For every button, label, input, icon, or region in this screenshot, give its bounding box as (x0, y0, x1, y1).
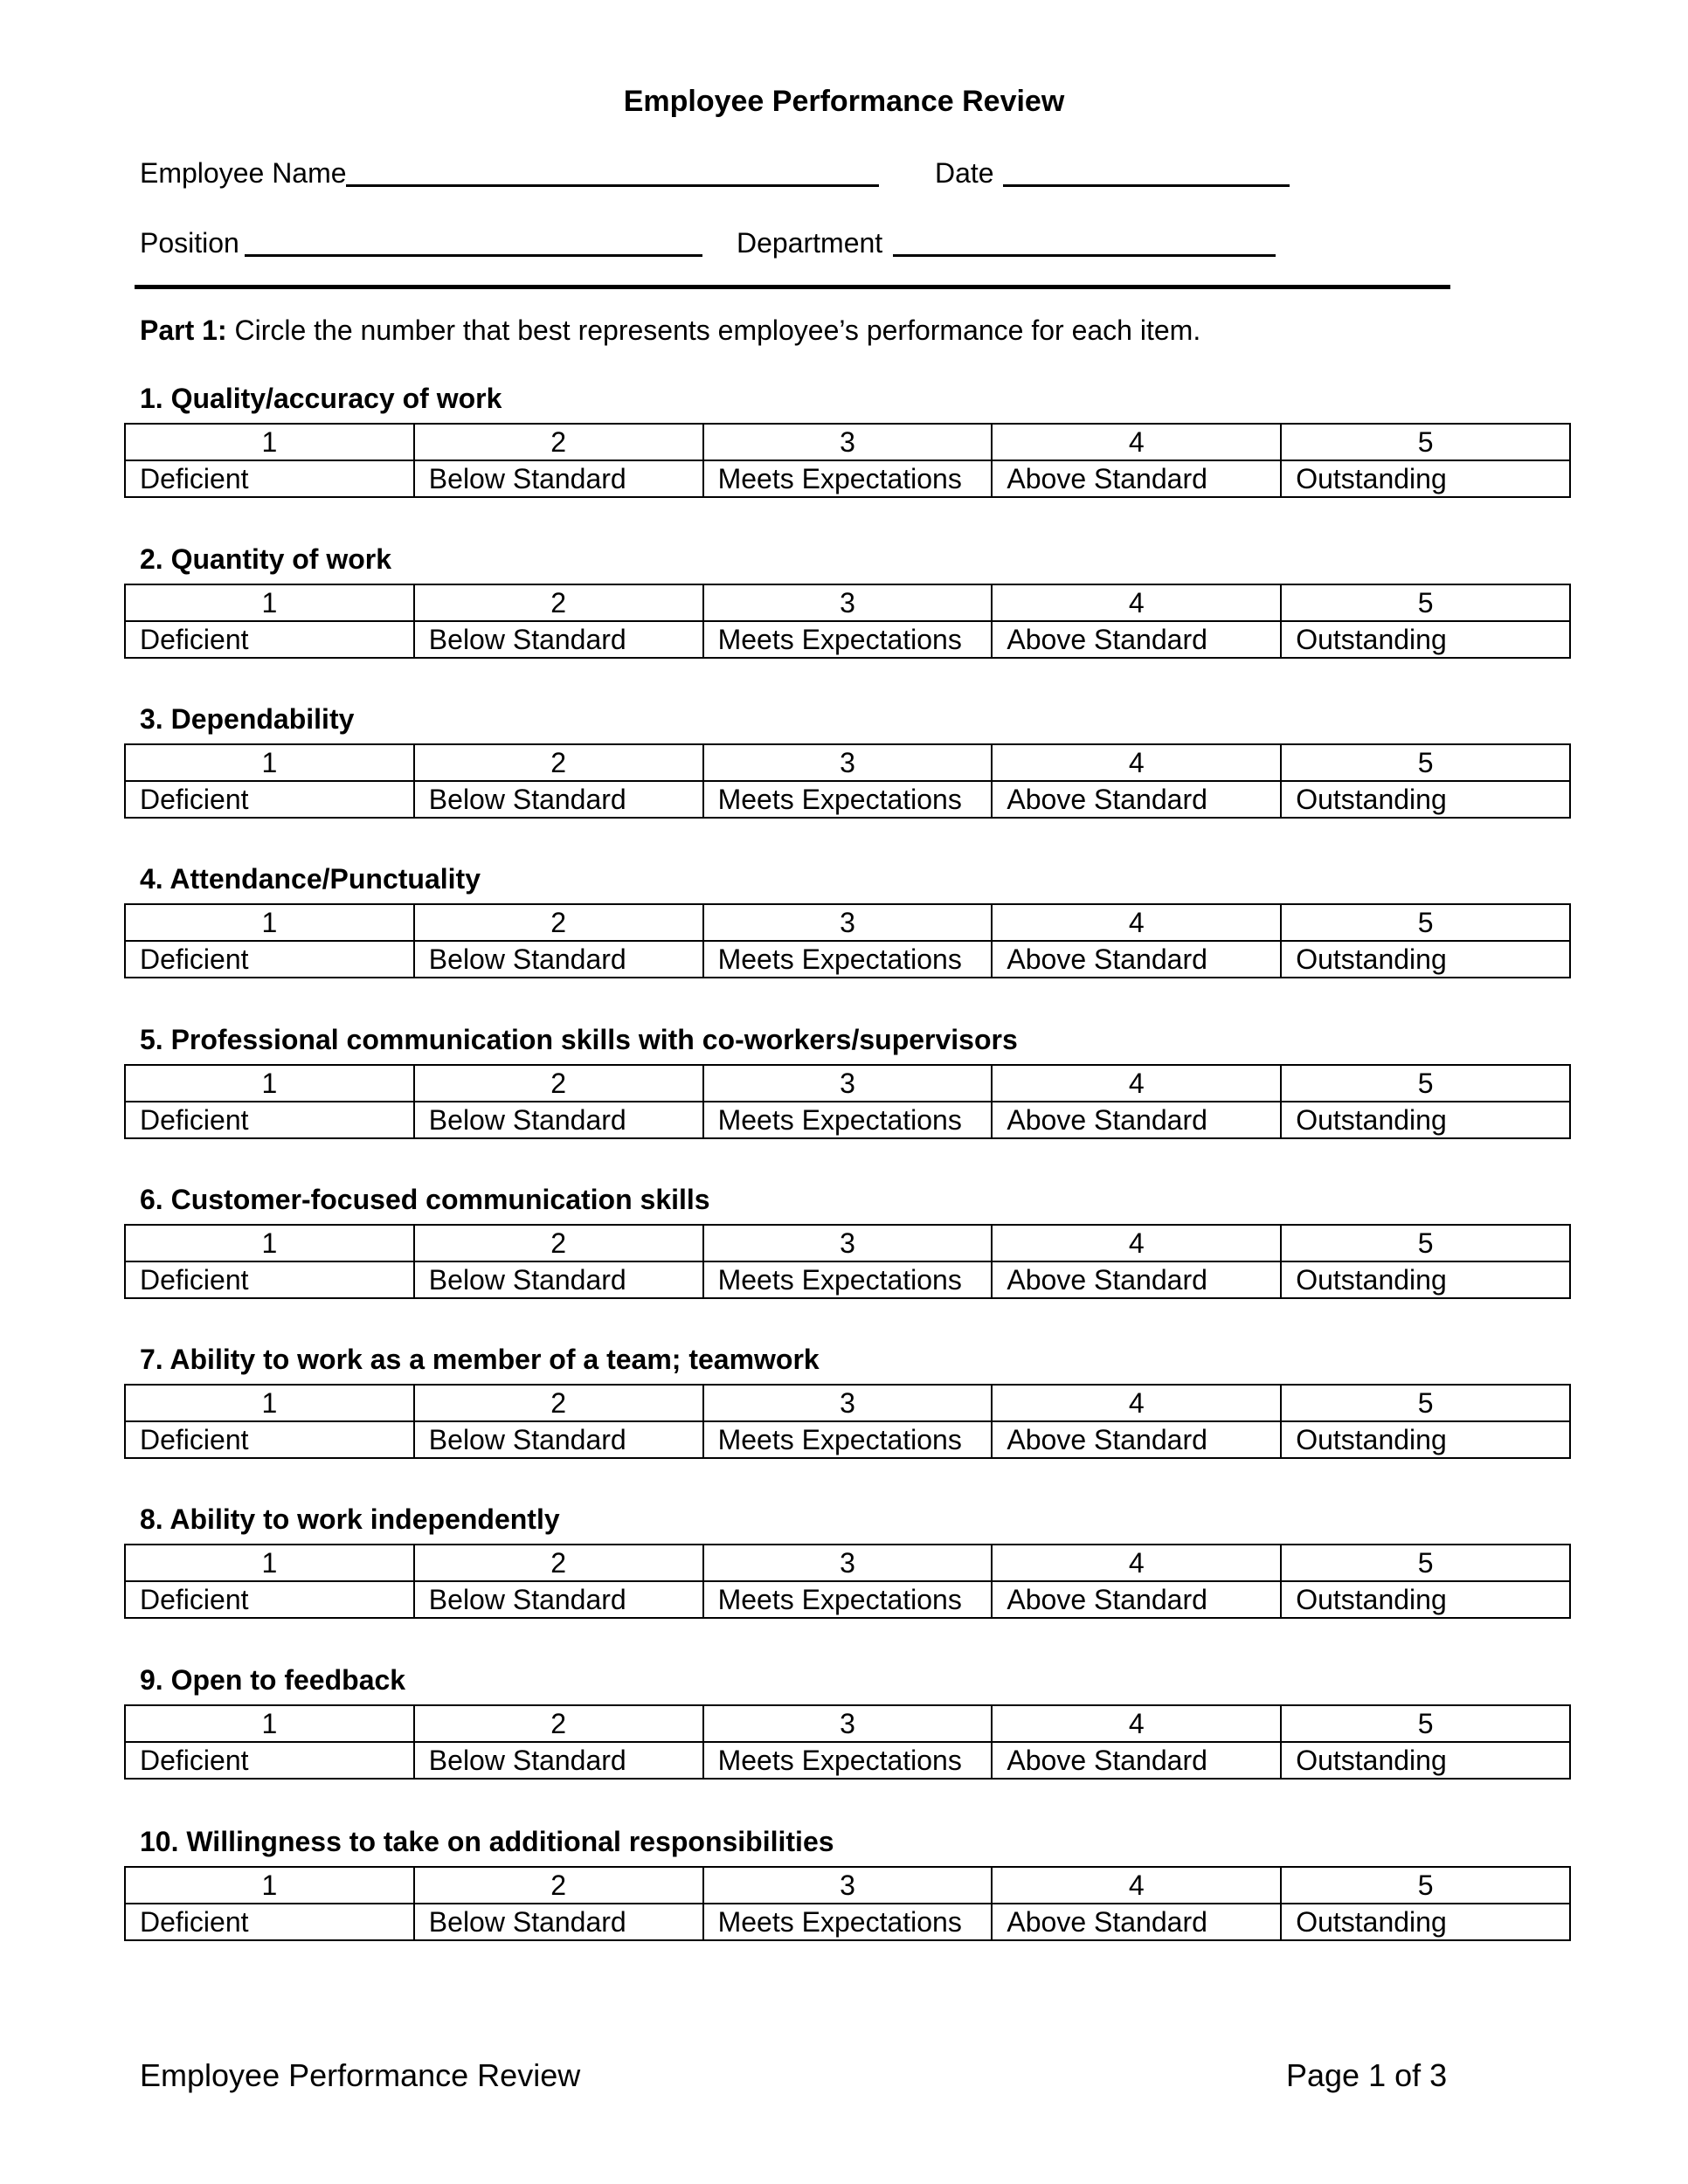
rating-scale-table (124, 743, 1571, 819)
rating-label-row (125, 1581, 1570, 1618)
rating-option-2[interactable]: 2 (414, 904, 703, 941)
rating-option-2[interactable]: 2 (414, 1705, 703, 1742)
rating-label: Outstanding (1281, 1102, 1570, 1138)
rating-option-4[interactable]: 4 (992, 1385, 1281, 1421)
employee-name-label: Employee Name (140, 157, 347, 189)
rating-label-row (125, 941, 1570, 978)
rating-label: Meets Expectations (703, 1261, 993, 1298)
rating-scale-table (124, 903, 1571, 978)
rating-label: Deficient (125, 781, 414, 818)
date-line[interactable] (1003, 156, 1290, 187)
rating-option-5[interactable]: 5 (1281, 1225, 1570, 1261)
rating-label: Meets Expectations (703, 1421, 993, 1458)
position-field[interactable] (140, 225, 239, 260)
rating-option-5[interactable]: 5 (1281, 1385, 1570, 1421)
rating-label: Deficient (125, 1261, 414, 1298)
rating-option-1[interactable]: 1 (125, 1225, 414, 1261)
rating-label: Outstanding (1281, 460, 1570, 497)
rating-label-row (125, 1904, 1570, 1940)
rating-label: Below Standard (414, 1904, 703, 1940)
rating-option-2[interactable]: 2 (414, 424, 703, 460)
rating-option-1[interactable]: 1 (125, 744, 414, 781)
rating-option-1[interactable]: 1 (125, 584, 414, 621)
rating-number-row (125, 424, 1570, 460)
rating-option-1[interactable]: 1 (125, 1545, 414, 1581)
rating-option-4[interactable]: 4 (992, 1867, 1281, 1904)
rating-option-4[interactable]: 4 (992, 584, 1281, 621)
part1-instructions (140, 313, 1200, 348)
rating-label: Below Standard (414, 460, 703, 497)
rating-option-5[interactable]: 5 (1281, 1065, 1570, 1102)
employee-name-underline (346, 184, 879, 187)
rating-label: Deficient (125, 460, 414, 497)
rating-option-1[interactable]: 1 (125, 904, 414, 941)
part1-instruction-text: Circle the number that best represents employee’s performance for each item. (234, 314, 1201, 346)
rating-item-heading: 4. Attendance/Punctuality (140, 863, 481, 895)
rating-label: Outstanding (1281, 1421, 1570, 1458)
rating-label: Outstanding (1281, 1742, 1570, 1779)
rating-option-3[interactable]: 3 (703, 1225, 993, 1261)
rating-option-3[interactable]: 3 (703, 584, 993, 621)
rating-option-5[interactable]: 5 (1281, 1705, 1570, 1742)
position-underline (245, 254, 702, 257)
rating-option-4[interactable]: 4 (992, 744, 1281, 781)
position-line[interactable] (245, 225, 702, 257)
rating-option-2[interactable]: 2 (414, 1225, 703, 1261)
rating-label: Meets Expectations (703, 1904, 993, 1940)
rating-option-4[interactable]: 4 (992, 424, 1281, 460)
rating-option-2[interactable]: 2 (414, 584, 703, 621)
rating-number-row (125, 584, 1570, 621)
rating-option-1[interactable]: 1 (125, 424, 414, 460)
rating-option-5[interactable]: 5 (1281, 584, 1570, 621)
rating-label: Below Standard (414, 1742, 703, 1779)
rating-label: Above Standard (992, 1421, 1281, 1458)
rating-option-2[interactable]: 2 (414, 1545, 703, 1581)
document-title: Employee Performance Review (623, 85, 1065, 118)
rating-label: Above Standard (992, 781, 1281, 818)
rating-label: Above Standard (992, 941, 1281, 978)
rating-label: Above Standard (992, 460, 1281, 497)
rating-option-2[interactable]: 2 (414, 1065, 703, 1102)
rating-item-heading: 1. Quality/accuracy of work (140, 383, 502, 414)
department-field[interactable] (737, 225, 882, 260)
rating-label-row (125, 1421, 1570, 1458)
header-divider (135, 285, 1450, 289)
rating-option-3[interactable]: 3 (703, 744, 993, 781)
date-label: Date (935, 157, 994, 189)
rating-number-row (125, 1065, 1570, 1102)
rating-option-1[interactable]: 1 (125, 1705, 414, 1742)
rating-item-heading: 5. Professional communication skills with co-workers/supervisors (140, 1024, 1018, 1055)
rating-number-row (125, 1705, 1570, 1742)
rating-option-3[interactable]: 3 (703, 1065, 993, 1102)
rating-scale-table (124, 1224, 1571, 1299)
part1-label: Part 1: (140, 314, 227, 346)
rating-item-heading: 10. Willingness to take on additional responsibilities (140, 1826, 834, 1857)
rating-item-heading: 8. Ability to work independently (140, 1503, 560, 1535)
rating-label: Outstanding (1281, 1261, 1570, 1298)
footer-right: Page 1 of 3 (1286, 2057, 1448, 2093)
rating-label: Deficient (125, 1904, 414, 1940)
employee-name-field[interactable] (140, 156, 347, 190)
rating-number-row (125, 1545, 1570, 1581)
rating-label: Outstanding (1281, 1904, 1570, 1940)
rating-label: Below Standard (414, 1421, 703, 1458)
rating-option-5[interactable]: 5 (1281, 1545, 1570, 1581)
rating-label: Outstanding (1281, 941, 1570, 978)
rating-label: Deficient (125, 941, 414, 978)
date-underline (1003, 184, 1290, 187)
department-line[interactable] (893, 225, 1276, 257)
rating-label: Above Standard (992, 621, 1281, 658)
rating-option-3[interactable]: 3 (703, 1705, 993, 1742)
rating-label: Above Standard (992, 1581, 1281, 1618)
rating-option-5[interactable]: 5 (1281, 1867, 1570, 1904)
rating-label: Above Standard (992, 1904, 1281, 1940)
rating-number-row (125, 744, 1570, 781)
rating-label: Meets Expectations (703, 1102, 993, 1138)
rating-option-2[interactable]: 2 (414, 744, 703, 781)
rating-scale-table (124, 423, 1571, 498)
rating-label-row (125, 1261, 1570, 1298)
rating-scale-table (124, 1384, 1571, 1459)
rating-option-4[interactable]: 4 (992, 1065, 1281, 1102)
rating-option-2[interactable]: 2 (414, 1867, 703, 1904)
rating-number-row (125, 1385, 1570, 1421)
rating-scale-table (124, 1544, 1571, 1619)
rating-label-row (125, 1742, 1570, 1779)
rating-item-heading: 2. Quantity of work (140, 543, 392, 575)
rating-scale-table (124, 1866, 1571, 1941)
rating-label: Meets Expectations (703, 621, 993, 658)
rating-label: Outstanding (1281, 621, 1570, 658)
rating-option-3[interactable]: 3 (703, 1867, 993, 1904)
rating-scale-table (124, 1704, 1571, 1780)
rating-label: Deficient (125, 621, 414, 658)
rating-label: Above Standard (992, 1742, 1281, 1779)
rating-option-4[interactable]: 4 (992, 1225, 1281, 1261)
rating-label: Meets Expectations (703, 781, 993, 818)
rating-number-row (125, 1867, 1570, 1904)
rating-label: Meets Expectations (703, 1581, 993, 1618)
rating-option-5[interactable]: 5 (1281, 904, 1570, 941)
rating-scale-table (124, 584, 1571, 659)
rating-option-1[interactable]: 1 (125, 1385, 414, 1421)
rating-label: Deficient (125, 1421, 414, 1458)
rating-option-5[interactable]: 5 (1281, 744, 1570, 781)
rating-label: Meets Expectations (703, 941, 993, 978)
rating-label: Above Standard (992, 1102, 1281, 1138)
rating-scale-table (124, 1064, 1571, 1139)
rating-label: Below Standard (414, 941, 703, 978)
rating-label: Below Standard (414, 1261, 703, 1298)
rating-option-1[interactable]: 1 (125, 1867, 414, 1904)
department-label: Department (737, 227, 883, 259)
rating-label: Deficient (125, 1742, 414, 1779)
rating-label: Above Standard (992, 1261, 1281, 1298)
rating-item-heading: 9. Open to feedback (140, 1664, 406, 1696)
rating-option-4[interactable]: 4 (992, 904, 1281, 941)
rating-option-5[interactable]: 5 (1281, 424, 1570, 460)
rating-item-heading: 7. Ability to work as a member of a team; teamwork (140, 1344, 820, 1375)
rating-label: Outstanding (1281, 781, 1570, 818)
employee-name-line[interactable] (346, 156, 879, 187)
rating-label-row (125, 781, 1570, 818)
rating-option-3[interactable]: 3 (703, 1385, 993, 1421)
rating-item-heading: 3. Dependability (140, 703, 355, 735)
footer-left: Employee Performance Review (140, 2057, 581, 2093)
rating-option-3[interactable]: 3 (703, 904, 993, 941)
rating-option-1[interactable]: 1 (125, 1065, 414, 1102)
rating-label-row (125, 460, 1570, 497)
rating-option-4[interactable]: 4 (992, 1545, 1281, 1581)
rating-number-row (125, 904, 1570, 941)
rating-label-row (125, 1102, 1570, 1138)
rating-option-2[interactable]: 2 (414, 1385, 703, 1421)
position-label: Position (140, 227, 239, 259)
rating-label: Outstanding (1281, 1581, 1570, 1618)
rating-label: Meets Expectations (703, 460, 993, 497)
date-field[interactable] (935, 156, 994, 190)
rating-label: Below Standard (414, 1581, 703, 1618)
rating-option-4[interactable]: 4 (992, 1705, 1281, 1742)
rating-label: Deficient (125, 1102, 414, 1138)
rating-label: Below Standard (414, 781, 703, 818)
rating-option-3[interactable]: 3 (703, 424, 993, 460)
rating-label: Deficient (125, 1581, 414, 1618)
rating-label: Below Standard (414, 621, 703, 658)
department-underline (893, 254, 1276, 257)
rating-label: Meets Expectations (703, 1742, 993, 1779)
rating-label: Below Standard (414, 1102, 703, 1138)
rating-label-row (125, 621, 1570, 658)
rating-option-3[interactable]: 3 (703, 1545, 993, 1581)
rating-number-row (125, 1225, 1570, 1261)
rating-item-heading: 6. Customer-focused communication skills (140, 1184, 710, 1215)
